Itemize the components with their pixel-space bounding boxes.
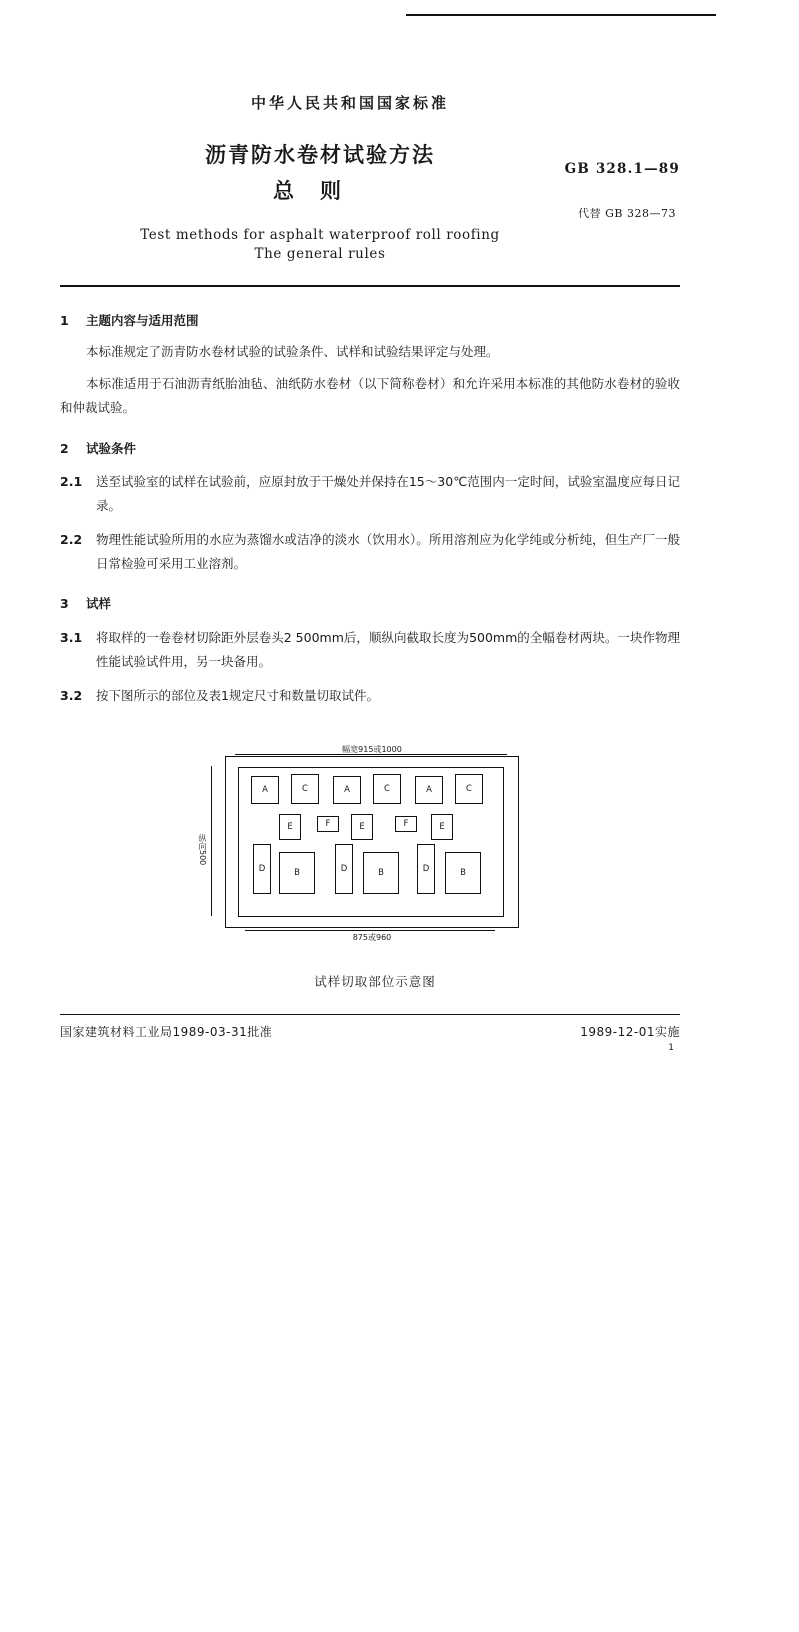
specimen-label: E bbox=[359, 821, 365, 832]
clause-3-1-number: 3.1 bbox=[60, 629, 83, 645]
specimen-label: F bbox=[403, 818, 409, 829]
document-body bbox=[60, 60, 680, 1063]
specimen-e-2 bbox=[351, 814, 373, 840]
section-1-title: 主题内容与适用范围 bbox=[86, 313, 199, 328]
specimen-f-1 bbox=[317, 816, 339, 832]
specimen-label: F bbox=[325, 818, 331, 829]
specimen-label: E bbox=[439, 821, 445, 832]
page-footer bbox=[60, 1023, 680, 1063]
clause-2-1 bbox=[60, 470, 680, 519]
approval-text: 国家建筑材料工业局1989-03-31批准 bbox=[60, 1024, 273, 1039]
document-content bbox=[60, 309, 680, 708]
header-divider bbox=[60, 285, 680, 287]
dimension-line-bottom bbox=[245, 930, 495, 931]
specimen-label: D bbox=[340, 863, 348, 874]
page-number: 1 bbox=[668, 1042, 674, 1053]
specimen-b-1 bbox=[279, 852, 315, 894]
clause-3-2-number: 3.2 bbox=[60, 687, 83, 703]
section-1-heading bbox=[60, 309, 680, 333]
clause-2-1-text: 送至试验室的试样在试验前，应原封放于干燥处并保持在15～30℃范围内一定时间，试验室温度应每日记录。 bbox=[96, 473, 680, 514]
national-standard-header: 中华人民共和国国家标准 bbox=[250, 94, 449, 112]
specimen-a-2 bbox=[333, 776, 361, 804]
specimen-label: B bbox=[378, 867, 384, 878]
specimen-label: C bbox=[466, 783, 472, 794]
specimen-e-1 bbox=[279, 814, 301, 840]
figure-dimension-bottom: 875或960 bbox=[352, 932, 392, 942]
specimen-d-1 bbox=[253, 844, 271, 894]
specimen-c-2 bbox=[373, 774, 401, 804]
page-title: 沥青防水卷材试验方法 bbox=[205, 143, 435, 167]
page-subtitle: 总则 bbox=[273, 179, 367, 203]
clause-3-2 bbox=[60, 684, 680, 708]
section-1-paragraph-2: 本标准适用于石油沥青纸胎油毡、油纸防水卷材（以下简称卷材）和允许采用本标准的其他防水卷材的验收和仲裁试验。 bbox=[60, 375, 680, 416]
specimen-b-3 bbox=[445, 852, 481, 894]
clause-2-2-text: 物理性能试验所用的水应为蒸馏水或洁净的淡水（饮用水）。所用溶剂应为化学纯或分析纯，但生产厂一般日常检验可采用工业溶剂。 bbox=[96, 531, 680, 571]
specimen-label: D bbox=[258, 863, 266, 874]
crop-mark-line bbox=[406, 14, 716, 16]
dimension-line-left bbox=[211, 766, 212, 916]
section-3-number: 3 bbox=[60, 596, 69, 612]
english-title-line1: Test methods for asphalt waterproof roll roofing bbox=[140, 227, 500, 243]
figure-caption: 试样切取部位示意图 bbox=[314, 973, 436, 989]
clause-3-1-text: 将取样的一卷卷材切除距外层卷头2 500mm后，顺纵向截取长度为500mm的全幅卷材两块。一块作物理性能试验试件用，另一块备用。 bbox=[96, 629, 680, 670]
clause-2-2 bbox=[60, 528, 680, 577]
footer-divider bbox=[60, 1014, 680, 1015]
dimension-line-top bbox=[235, 754, 507, 755]
section-1-paragraph-1: 本标准规定了沥青防水卷材试验的试验条件、试样和试验结果评定与处理。 bbox=[86, 344, 499, 360]
clause-3-1 bbox=[60, 626, 680, 675]
figure-dimension-left: 纵向500 bbox=[198, 833, 207, 866]
specimen-label: A bbox=[426, 784, 432, 795]
specimen-a-3 bbox=[415, 776, 443, 804]
section-2-number: 2 bbox=[60, 440, 69, 456]
figure-block bbox=[60, 726, 680, 996]
english-title-line2: The general rules bbox=[254, 246, 386, 262]
specimen-label: E bbox=[287, 821, 293, 832]
specimen-a-1 bbox=[251, 776, 279, 804]
specimen-label: A bbox=[344, 784, 350, 795]
roll-outline bbox=[225, 756, 519, 928]
standard-code: GB 328.1—89 bbox=[564, 161, 680, 177]
clause-3-2-text: 按下图所示的部位及表1规定尺寸和数量切取试件。 bbox=[96, 687, 379, 703]
specimen-f-2 bbox=[395, 816, 417, 832]
specimen-e-3 bbox=[431, 814, 453, 840]
section-1-number: 1 bbox=[60, 313, 69, 328]
specimen-label: C bbox=[384, 783, 390, 794]
standard-replaces: 代替 GB 328—73 bbox=[578, 207, 676, 220]
specimen-label: B bbox=[294, 867, 300, 878]
section-3-title: 试样 bbox=[86, 596, 112, 612]
specimen-d-3 bbox=[417, 844, 435, 894]
roll-inner-outline bbox=[238, 767, 504, 917]
specimen-label: B bbox=[460, 867, 466, 878]
title-block bbox=[60, 139, 680, 262]
implementation-text: 1989-12-01实施 bbox=[580, 1024, 680, 1039]
specimen-cutting-diagram bbox=[198, 734, 525, 989]
figure-dimension-top: 幅宽915或1000 bbox=[342, 744, 402, 754]
specimen-d-2 bbox=[335, 844, 353, 894]
specimen-c-3 bbox=[455, 774, 483, 804]
section-2-title: 试验条件 bbox=[86, 440, 137, 456]
specimen-label: C bbox=[302, 783, 308, 794]
specimen-c-1 bbox=[291, 774, 319, 804]
section-2-heading bbox=[60, 437, 680, 461]
specimen-label: A bbox=[262, 784, 268, 795]
clause-2-1-number: 2.1 bbox=[60, 473, 83, 489]
specimen-label: D bbox=[422, 863, 430, 874]
section-3-heading bbox=[60, 592, 680, 616]
specimen-b-2 bbox=[363, 852, 399, 894]
clause-2-2-number: 2.2 bbox=[60, 531, 83, 547]
